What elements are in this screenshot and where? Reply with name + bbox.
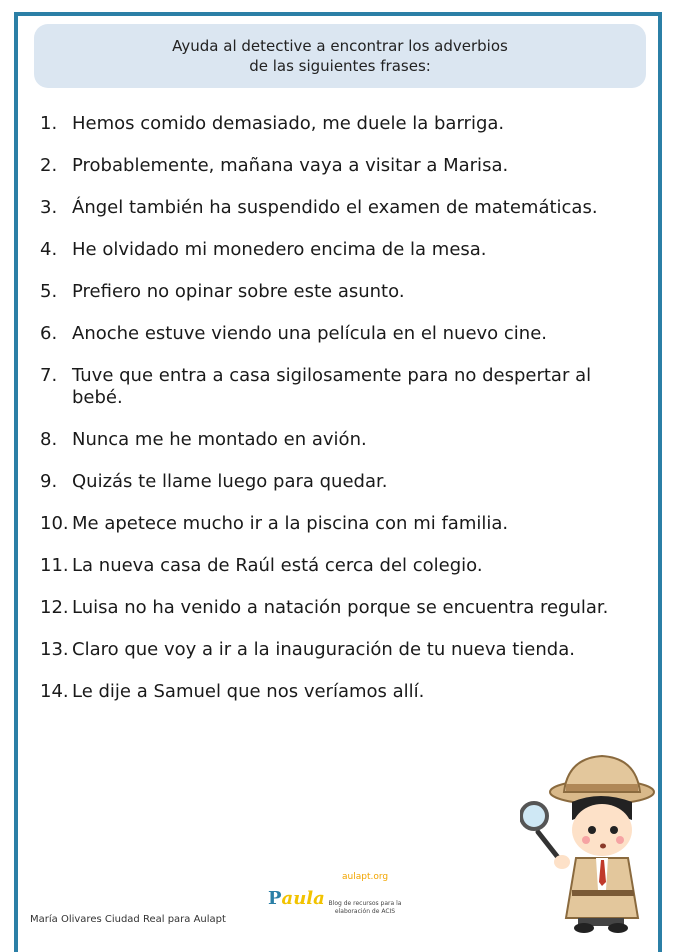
sentence-number: 10. — [40, 513, 69, 534]
sentence-text: Ángel también ha suspendido el examen de matemáticas. — [72, 197, 598, 218]
logo-tagline: Blog de recursos para la elaboración de ACIS — [328, 900, 402, 915]
detective-right-eye — [610, 826, 618, 834]
sentence-item — [40, 513, 640, 535]
detective-cheek-left — [582, 836, 590, 844]
sentence-text: He olvidado mi monedero encima de la mesa. — [72, 239, 487, 260]
instructions-banner — [34, 24, 646, 88]
logo-mark — [268, 888, 325, 909]
sentence-item — [40, 639, 640, 661]
sentence-text: Hemos comido demasiado, me duele la barriga. — [72, 113, 505, 134]
sentence-item — [40, 471, 640, 493]
sentence-text: Prefiero no opinar sobre este asunto. — [72, 281, 405, 302]
logo-text: aula — [281, 888, 325, 909]
sentence-text: Nunca me he montado en avión. — [72, 429, 367, 450]
instructions-line-1: Ayuda al detective a encontrar los adverbios — [172, 37, 508, 55]
sentence-item — [40, 365, 640, 409]
magnifying-glass-icon — [521, 803, 547, 829]
detective-left-shoe — [574, 923, 594, 933]
sentence-text: Luisa no ha venido a natación porque se encuentra regular. — [72, 597, 609, 618]
sentence-item — [40, 239, 640, 261]
author-credit: María Olivares Ciudad Real para Aulapt — [30, 914, 226, 925]
detective-left-eye — [588, 826, 596, 834]
sentence-text: Le dije a Samuel que nos veríamos allí. — [72, 681, 425, 702]
sentence-text: Anoche estuve viendo una película en el nuevo cine. — [72, 323, 548, 344]
detective-belt — [572, 890, 634, 896]
sentence-item — [40, 155, 640, 177]
sentence-item — [40, 429, 640, 451]
sentence-item — [40, 197, 640, 219]
detective-right-shoe — [608, 923, 628, 933]
sentence-number: 14. — [40, 681, 69, 702]
sentence-number: 4. — [40, 239, 58, 260]
sentence-item — [40, 681, 640, 703]
sentence-number: 8. — [40, 429, 58, 450]
sentence-item — [40, 555, 640, 577]
sentence-text: Me apetece mucho ir a la piscina con mi familia. — [72, 513, 509, 534]
sentence-number: 11. — [40, 555, 69, 576]
sentence-text: La nueva casa de Raúl está cerca del colegio. — [72, 555, 483, 576]
detective-mouth — [600, 844, 606, 849]
sentence-number: 2. — [40, 155, 58, 176]
detective-hand — [554, 855, 570, 869]
detective-illustration — [520, 750, 660, 935]
sentence-number: 5. — [40, 281, 58, 302]
logo-p-glyph: P — [268, 888, 282, 909]
sentence-number: 9. — [40, 471, 58, 492]
sentence-item — [40, 323, 640, 345]
detective-hat-band — [566, 784, 638, 791]
sentence-text: Tuve que entra a casa sigilosamente para no despertar al bebé. — [72, 365, 592, 408]
magnifier-handle — [538, 832, 560, 860]
sentence-item — [40, 281, 640, 303]
sentence-item — [40, 113, 640, 135]
detective-cheek-right — [616, 836, 624, 844]
sentence-number: 13. — [40, 639, 69, 660]
sentence-text: Quizás te llame luego para quedar. — [72, 471, 388, 492]
sentence-number: 3. — [40, 197, 58, 218]
sentence-text: Probablemente, mañana vaya a visitar a Marisa. — [72, 155, 509, 176]
sentence-number: 7. — [40, 365, 58, 386]
sentence-number: 6. — [40, 323, 58, 344]
sentence-item — [40, 597, 640, 619]
instructions-line-2: de las siguientes frases: — [249, 57, 431, 75]
aulapt-logo — [268, 870, 408, 934]
sentence-number: 12. — [40, 597, 69, 618]
logo-url: aulapt.org — [342, 872, 389, 882]
sentence-text: Claro que voy a ir a la inauguración de tu nueva tienda. — [72, 639, 575, 660]
sentence-list — [40, 113, 640, 723]
sentence-number: 1. — [40, 113, 58, 134]
